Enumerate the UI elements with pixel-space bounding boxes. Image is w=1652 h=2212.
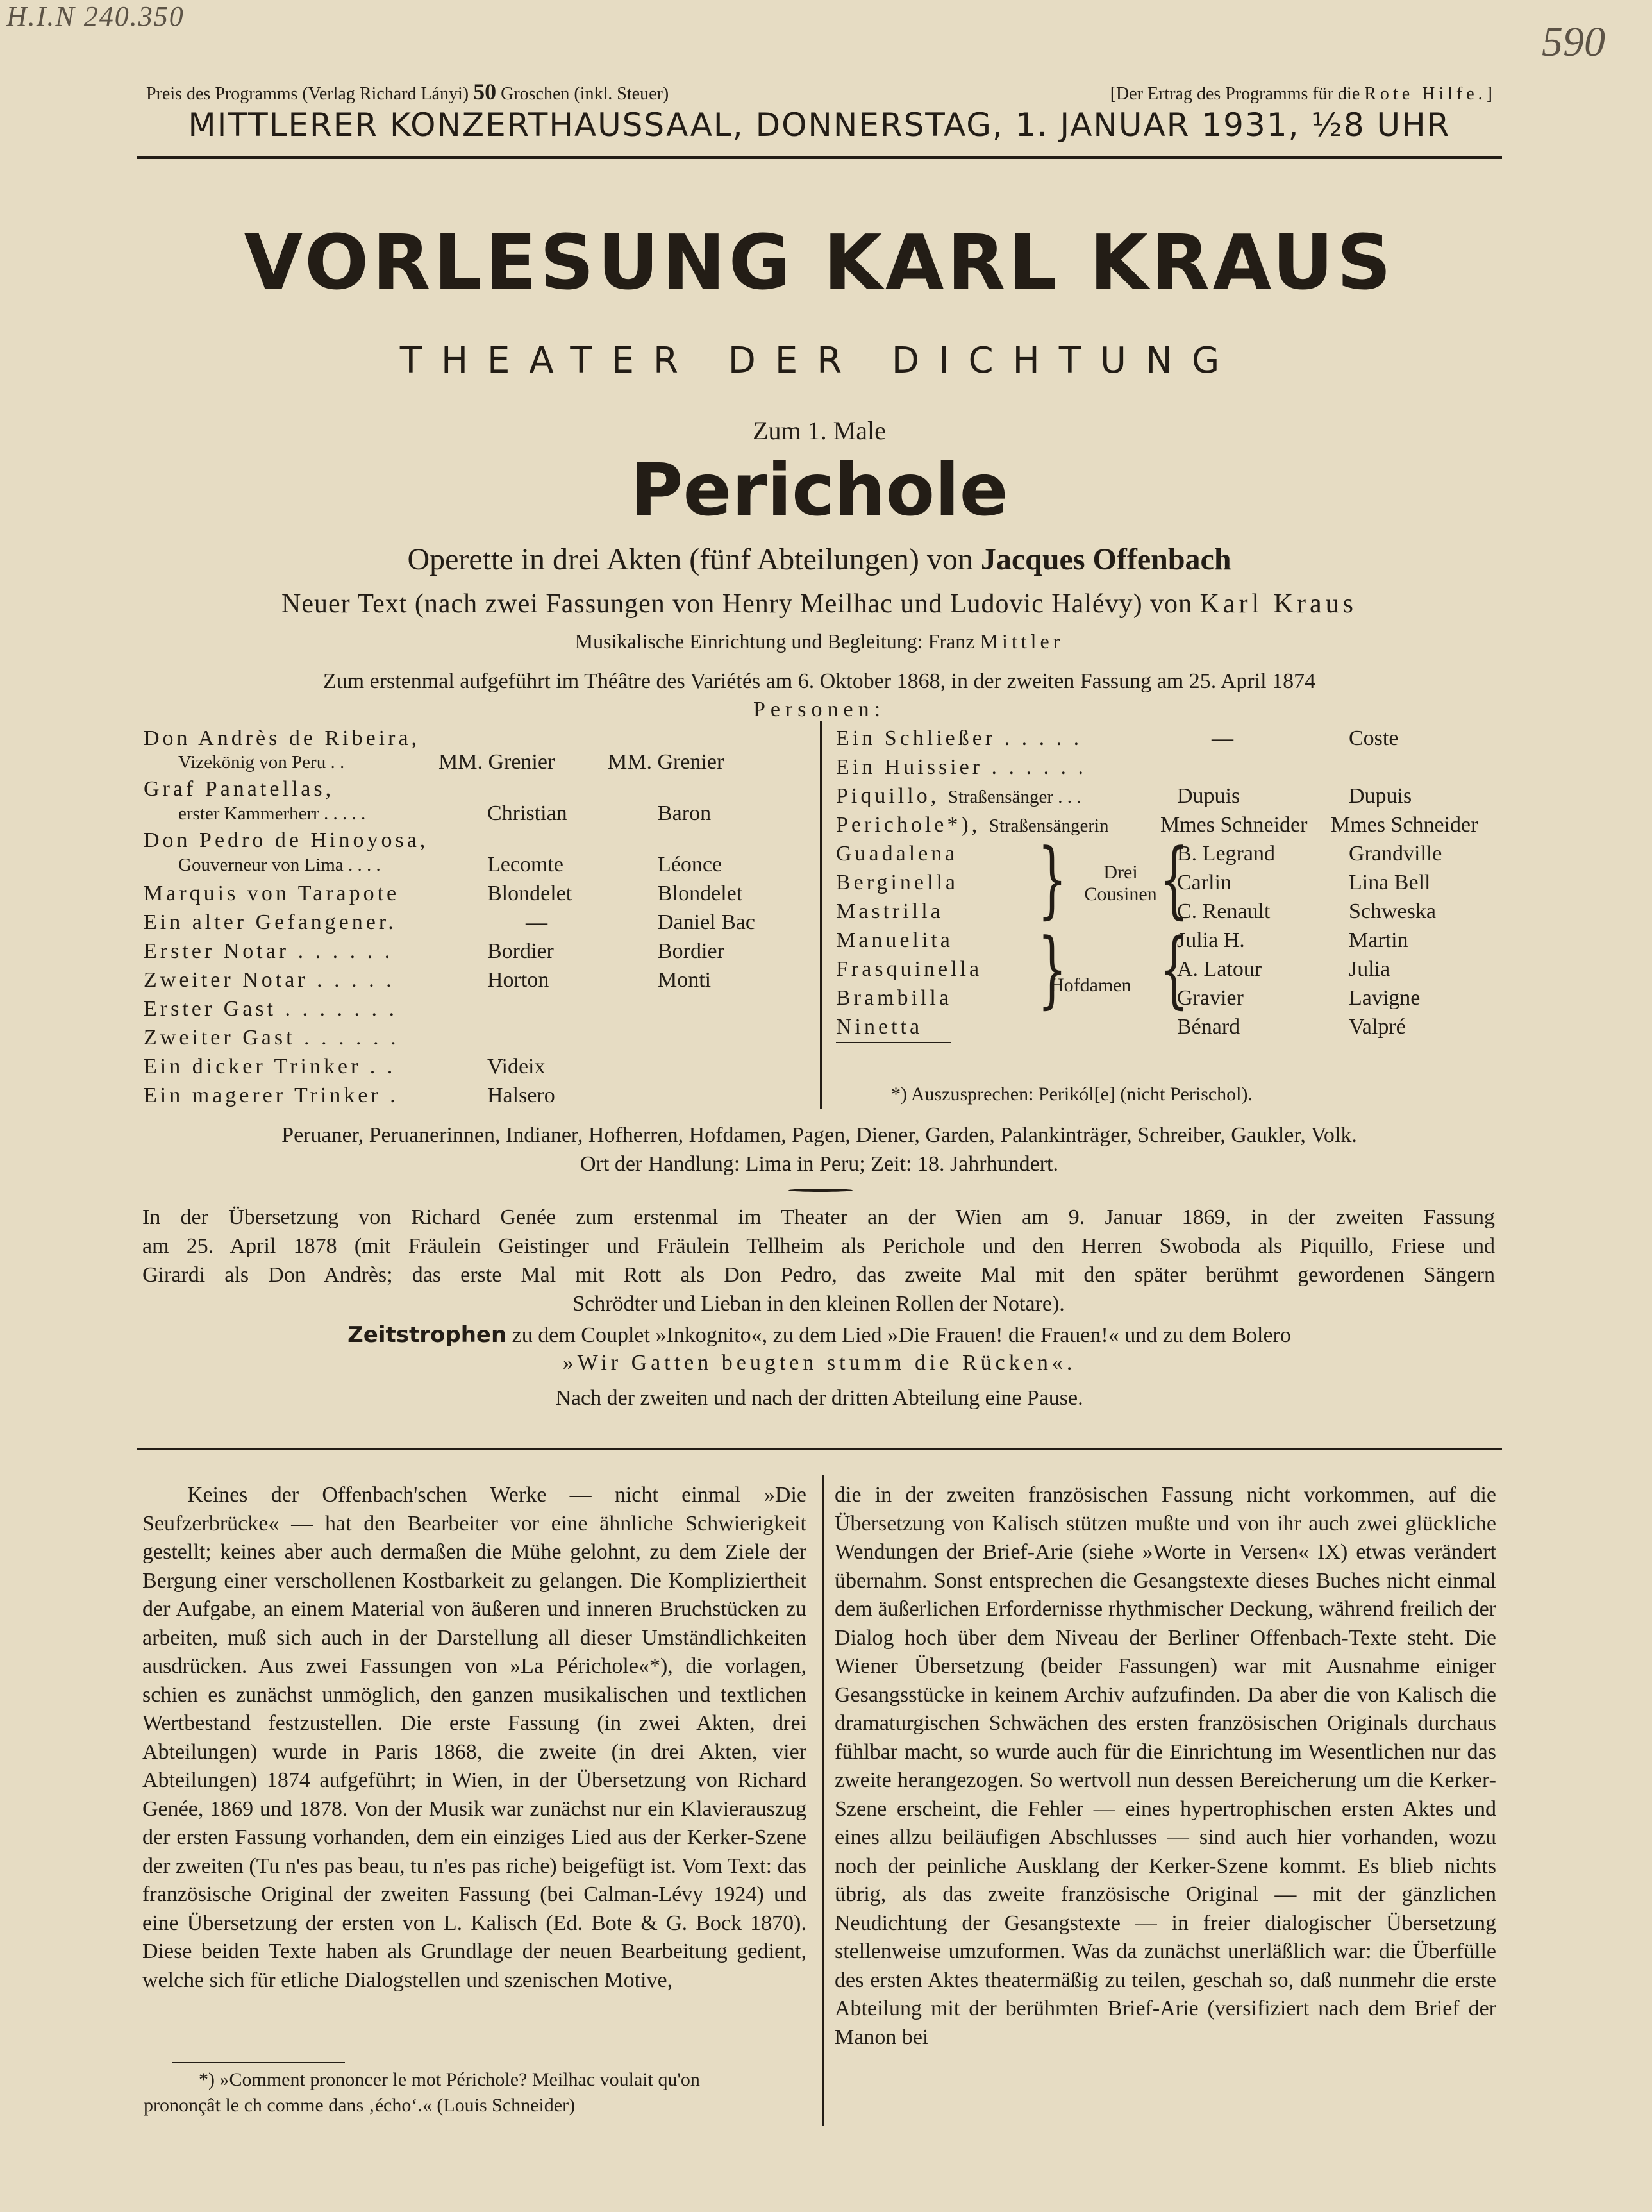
group-label-ladies: Hofdamen — [1050, 975, 1131, 996]
cast-actor-1868: Mmes Schneider — [1160, 813, 1308, 837]
cast-name: Ein dicker Trinker . . — [144, 1055, 396, 1078]
cast-actor-1874: Monti — [658, 968, 712, 992]
cast-actor-1874: Schweska — [1349, 900, 1436, 923]
cast-actor-1868: Halsero — [487, 1084, 555, 1107]
cast-name: Ein Schließer . . . . . — [836, 726, 1083, 750]
brace-left-ladies: } — [1037, 920, 1067, 1018]
cast-actor-1868: B. Legrand — [1177, 842, 1275, 866]
cast-actor-1874: Valpré — [1349, 1015, 1406, 1039]
footnote-rule — [172, 2062, 345, 2063]
cast-actor-1874: Léonce — [658, 853, 722, 876]
cast-name: Ein magerer Trinker . — [144, 1084, 399, 1107]
cast-actor-1874: Dupuis — [1349, 784, 1412, 808]
cast-actor-1874: Coste — [1349, 726, 1399, 750]
proceeds-note: [Der Ertrag des Programms für die Rote Hilfe.] — [1110, 84, 1492, 104]
header-rule — [137, 156, 1502, 159]
cast-name: Ein Huissier . . . . . . — [836, 755, 1087, 779]
brace-right-cousins: { — [1159, 830, 1189, 928]
cast-name: Graf Panatellas, — [144, 777, 335, 801]
cast-actor-1868: A. Latour — [1177, 957, 1262, 981]
cast-actor-1874: MM. Grenier — [608, 750, 724, 774]
cast-actor-1868: Videix — [487, 1055, 546, 1078]
cast-actor-1874: Martin — [1349, 928, 1408, 952]
essay-divider — [822, 1475, 824, 2126]
cast-name: Guadalena — [836, 842, 958, 866]
footnote-line-2: prononçât le ch comme dans ‚écho‘.« (Louis Schneider) — [144, 2095, 576, 2116]
cast-actor-1868: MM. Grenier — [438, 750, 555, 774]
archive-page-number: 590 — [1542, 19, 1605, 65]
cast-actor-1874: Blondelet — [658, 882, 743, 905]
essay-rule — [137, 1448, 1502, 1450]
cast-actor-1874: Daniel Bac — [658, 910, 755, 934]
price-value: 50 — [473, 79, 497, 105]
cast-name: Ein alter Gefangener. — [144, 910, 397, 934]
pronunciation-note: *) Auszusprechen: Perikól[e] (nicht Perischol). — [891, 1084, 1253, 1105]
cast-name: Erster Gast . . . . . . . — [144, 997, 398, 1021]
cast-name: Marquis von Tarapote — [144, 882, 400, 905]
cast-actor-1868: Dupuis — [1177, 784, 1240, 808]
cast-actor-1874: Grandville — [1349, 842, 1442, 866]
cast-name: Frasquinella — [836, 957, 983, 981]
cast-actor-1868: — — [526, 910, 547, 934]
venue-line: MITTLERER KONZERTHAUSSAAL, DONNERSTAG, 1. JANUAR 1931, ½8 UHR — [188, 106, 1451, 144]
cast-actor-1868: Bordier — [487, 939, 554, 963]
cast-name: Don Pedro de Hinoyosa, — [144, 828, 429, 852]
essay-column-right: die in der zweiten französischen Fassung nicht vorkommen, auf die Übersetzung von Kalisch stützen mußte und von ihr auch zwei glückliche Wendungen der Brief-Arie (siehe »Worte in Versen« IX) etwas verändert übernahm. Sonst entsprechen die Gesangstexte dieses Buches nicht einmal dem äußerlichen Erfordernisse rhythmischer Deckung, während freilich der Dialog hoch über dem Niveau der Berliner Offenbach-Texte steht. Die Wiener Übersetzung (beider Fassungen) war mit Ausnahme einiger Gesangsstücke in keinem Archiv aufzufinden. Da aber die von Kalisch die dramaturgischen Schwächen des ersten französischen Originals durchaus fühlbar macht, so wurde auch für die Einrichtung im Wesentlichen nur das zweite herangezogen. So wertvoll nun dessen Bereicherung um die Kerker-Szene erscheint, die Fehler — eines hypertrophischen ersten Aktes und eines allzu beiläufigen Abschlusses — sind auch hier vorhanden, wozu noch der peinliche Ausklang der Kerker-Szene kommt. Es blieb nichts übrig, als das zweite französische Original — mit der gänzlichen Neudichtung der Gesangstexte — in freier dialogischer Übersetzung stellenweise umzuformen. Was da zunächst unerläßlich war: die Überfülle des ersten Aktes theatermäßig zu teilen, geschah so, daß nunmehr die erste Abteilung mit der berühmten Brief-Arie (versifiziert nach dem Brief der Manon bei — [835, 1483, 1496, 2049]
brace-left-cousins: } — [1037, 830, 1067, 928]
cast-name: Brambilla — [836, 986, 952, 1010]
cast-name: Perichole*), Straßensängerin — [836, 813, 1109, 837]
cast-actor-1868: Christian — [487, 801, 567, 825]
premiere-note: Zum erstenmal aufgeführt im Théâtre des Variétés am 6. Oktober 1868, in der zweiten Fassung am 25. April 1874 — [322, 669, 1316, 693]
cast-role: erster Kammerherr . . . . . — [178, 803, 366, 824]
cast-name: Don Andrès de Ribeira, — [144, 726, 421, 750]
personen-heading: Personen: — [753, 698, 886, 721]
cast-actor-1874: Mmes Schneider — [1331, 813, 1478, 837]
cast-name: Erster Notar . . . . . . — [144, 939, 394, 963]
cast-actor-1868: C. Renault — [1177, 900, 1271, 923]
cast-actor-1868: Blondelet — [487, 882, 572, 905]
price-note: Preis des Programms (Verlag Richard Lányi) 50 Groschen (inkl. Steuer) — [146, 79, 669, 105]
archive-shelfmark: H.I.N 240.350 — [6, 1, 185, 32]
main-title: VORLESUNG KARL KRAUS — [244, 218, 1395, 306]
cast-name: Zweiter Gast . . . . . . — [144, 1026, 399, 1050]
cast-name: Zweiter Notar . . . . . — [144, 968, 395, 992]
composer-name: Jacques Offenbach — [980, 542, 1231, 576]
strophes-bolero: »Wir Gatten beugten stumm die Rücken«. — [562, 1351, 1076, 1375]
cast-actor-1874: Lina Bell — [1349, 871, 1431, 894]
cast-actor-1868: Carlin — [1177, 871, 1231, 894]
cast-divider — [820, 721, 822, 1109]
cast-name: Piquillo, Straßensänger . . . — [836, 784, 1081, 808]
extras-list: Peruaner, Peruanerinnen, Indianer, Hofherren, Hofdamen, Pagen, Diener, Garden, Palankinträger, Schreiber, Gaukler, Volk. — [281, 1123, 1357, 1147]
cast-name: Berginella — [836, 871, 958, 894]
ornament-dash — [788, 1189, 853, 1192]
cast-role: Gouverneur von Lima . . . . — [178, 855, 381, 875]
cast-actor-1868: Lecomte — [487, 853, 563, 876]
theater-subtitle: THEATER DER DICHTUNG — [399, 340, 1239, 381]
setting-note: Ort der Handlung: Lima in Peru; Zeit: 18. Jahrhundert. — [580, 1152, 1058, 1176]
cast-actor-1868: Julia H. — [1177, 928, 1245, 952]
cast-actor-1874: Lavigne — [1349, 986, 1421, 1010]
cast-actor-1868: — — [1212, 726, 1233, 750]
strophes-note: Zeitstrophen zu dem Couplet »Inkognito«, zu dem Lied »Die Frauen! die Frauen!« und zu dem Bolero — [347, 1322, 1291, 1348]
cast-actor-1874: Baron — [658, 801, 712, 825]
brace-right-ladies: { — [1159, 920, 1189, 1018]
work-title: Perichole — [630, 449, 1008, 532]
essay-column-left: Keines der Offenbach'schen Werke — nicht einmal »Die Seufzerbrücke« — hat den Bearbeiter vor eine ähnliche Schwierigkeit gestellt; keines aber auch dermaßen die Mühe gelohnt, zu dem Ziele der Bergung einer verschollenen Kostbarkeit zu gelangen. Die Kompliziertheit der Aufgabe, an einem Material von äußeren und inneren Bruchstücken zu arbeiten, muß sich auch in der Darstellung all dieser Umständlichkeiten ausdrücken. Aus zwei Fassungen von »La Périchole«*), die vorlagen, schien es zunächst unmöglich, den ganzen musikalischen und textlichen Wertbestand festzustellen. Die erste Fassung (in zwei Akten, drei Abteilungen) wurde in Paris 1868, die zweite (in drei Akten, vier Abteilungen) 1874 aufgeführt; in Wien, in der Übersetzung von Richard Genée, 1869 und 1878. Von der Musik war zunächst nur ein Klavierauszug der ersten Fassung vorhanden, dem ein einziges Lied aus der Kerker-Szene der zweiten (Tu n'es pas beau, tu n'es pas riche) beigefügt ist. Vom Text: das französische Original der zweiten Fassung (bei Calman-Lévy 1924) und eine Übersetzung der ersten von L. Kalisch (Ed. Bote & G. Bock 1870). Diese beiden Texte haben als Grundlage der neuen Bearbeitung gedient, welche sich für etliche Dialogstellen und szenischen Motive, — [142, 1483, 806, 1992]
cast-name: Ninetta — [836, 1015, 923, 1039]
cast-actor-1868: Horton — [487, 968, 549, 992]
price-header-row — [146, 78, 1492, 105]
vienna-performance-note: In der Übersetzung von Richard Genée zum erstenmal im Theater an der Wien am 9. Januar 1869, in der zweiten Fassung am 25. April 1878 (mit Fräulein Geistinger und Fräulein Tellheim als Perichole und den Herren Swoboda als Piquillo, Friese und Girardi als Don Andrès; das erste Mal mit Rott als Don Pedro, das zweite Mal mit den später berühmt gewordenen Sängern Schrödter und Lieban in den kleinen Rollen der Notare). — [142, 1205, 1495, 1316]
cast-name: Mastrilla — [836, 900, 944, 923]
cast-role: Vizekönig von Peru . . — [178, 752, 345, 773]
footnote-line-1: *) »Comment prononcer le mot Périchole? Meilhac voulait qu'on — [199, 2069, 700, 2090]
note-rule — [836, 1042, 951, 1043]
work-description: Operette in drei Akten (fünf Abteilungen) von Jacques Offenbach — [407, 542, 1231, 576]
cast-actor-1874: Julia — [1349, 957, 1390, 981]
cast-actor-1868: Bénard — [1177, 1015, 1240, 1039]
pause-note: Nach der zweiten und nach der dritten Abteilung eine Pause. — [555, 1386, 1083, 1410]
music-credit: Musikalische Einrichtung und Begleitung: Franz Mittler — [574, 630, 1064, 653]
cast-actor-1874: Bordier — [658, 939, 724, 963]
cast-name: Manuelita — [836, 928, 953, 952]
cast-actor-1868: Gravier — [1177, 986, 1244, 1010]
first-time-note: Zum 1. Male — [753, 416, 886, 445]
text-credit: Neuer Text (nach zwei Fassungen von Henry Meilhac und Ludovic Halévy) von Karl Kraus — [281, 589, 1357, 619]
group-label-cousins: Drei Cousinen — [1084, 862, 1157, 905]
